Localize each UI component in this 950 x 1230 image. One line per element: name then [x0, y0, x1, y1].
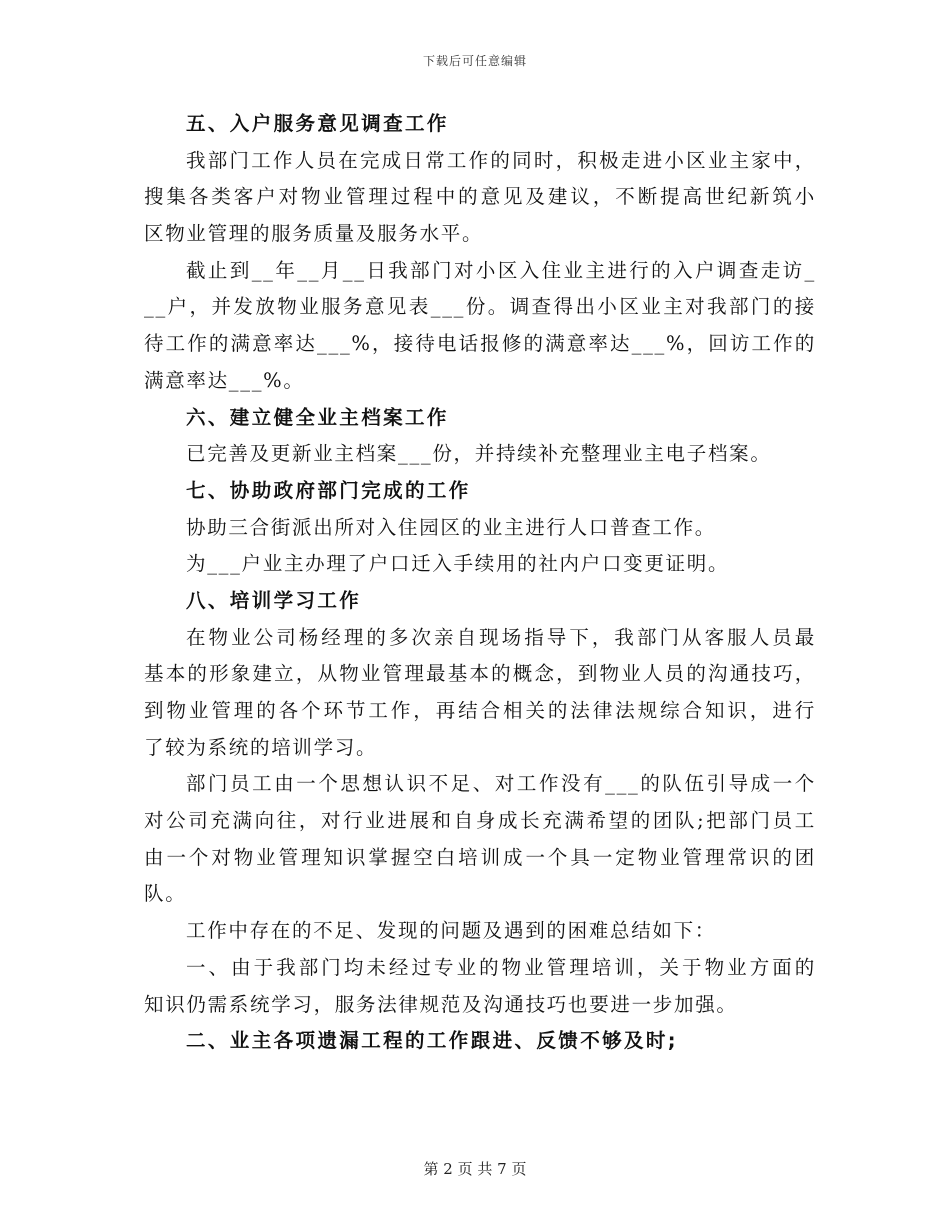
paragraph-line: 一、由于我部门均未经过专业的物业管理培训，关于物业方面的	[186, 955, 816, 979]
paragraph-line: 我部门工作人员在完成日常工作的同时，积极走进小区业主家中，	[186, 148, 816, 172]
paragraph-line: 知识仍需系统学习，服务法律规范及沟通技巧也要进一步加强。	[144, 992, 738, 1016]
paragraph-line: 满意率达___%。	[144, 368, 305, 392]
paragraph-line: 待工作的满意率达___%，接待电话报修的满意率达___%，回访工作的	[144, 332, 816, 356]
paragraph-line: 基本的形象建立，从物业管理最基本的概念，到物业人员的沟通技巧，	[144, 662, 816, 686]
paragraph-line: 工作中存在的不足、发现的问题及遇到的困难总结如下：	[186, 919, 717, 943]
paragraph-line: 区物业管理的服务质量及服务水平。	[144, 222, 484, 246]
paragraph-line: 截止到__年__月__日我部门对小区入住业主进行的入户调查走访_	[186, 258, 816, 282]
section-heading-5: 五、入户服务意见调查工作	[186, 112, 449, 135]
page-number-footer: 第 2 页 共 7 页	[423, 1160, 527, 1178]
paragraph-line: 了较为系统的培训学习。	[144, 735, 378, 759]
page-header-note: 下载后可任意编辑	[422, 54, 527, 68]
paragraph-line: 队。	[144, 882, 187, 906]
paragraph-line: 协助三合街派出所对入住园区的业主进行人口普查工作。	[186, 515, 717, 539]
section-heading-7: 七、协助政府部门完成的工作	[186, 478, 471, 502]
paragraph-line: 已完善及更新业主档案___份，并持续补充整理业主电子档案。	[186, 442, 772, 466]
paragraph-line: 为___户业主办理了户口迁入手续用的社内户口变更证明。	[186, 552, 730, 576]
paragraph-line: 部门员工由一个思想认识不足、对工作没有___的队伍引导成一个	[186, 772, 816, 796]
paragraph-line: 对公司充满向往，对行业进展和自身成长充满希望的团队;把部门员工	[144, 809, 816, 833]
paragraph-line: 到物业管理的各个环节工作，再结合相关的法律法规综合知识，进行	[144, 699, 816, 722]
paragraph-line: 在物业公司杨经理的多次亲自现场指导下，我部门从客服人员最	[186, 625, 816, 649]
section-heading-issue-2: 二、业主各项遗漏工程的工作跟进、反馈不够及时;	[186, 1029, 678, 1053]
section-heading-6: 六、建立健全业主档案工作	[186, 405, 449, 429]
paragraph-line: 由一个对物业管理知识掌握空白培训成一个具一定物业管理常识的团	[144, 845, 816, 869]
paragraph-line: __户，并发放物业服务意见表___份。调查得出小区业主对我部门的接	[144, 295, 816, 319]
document-body	[144, 106, 816, 1060]
section-heading-8: 八、培训学习工作	[186, 588, 362, 612]
paragraph-line: 搜集各类客户对物业管理过程中的意见及建议，不断提高世纪新筑小	[144, 185, 816, 209]
